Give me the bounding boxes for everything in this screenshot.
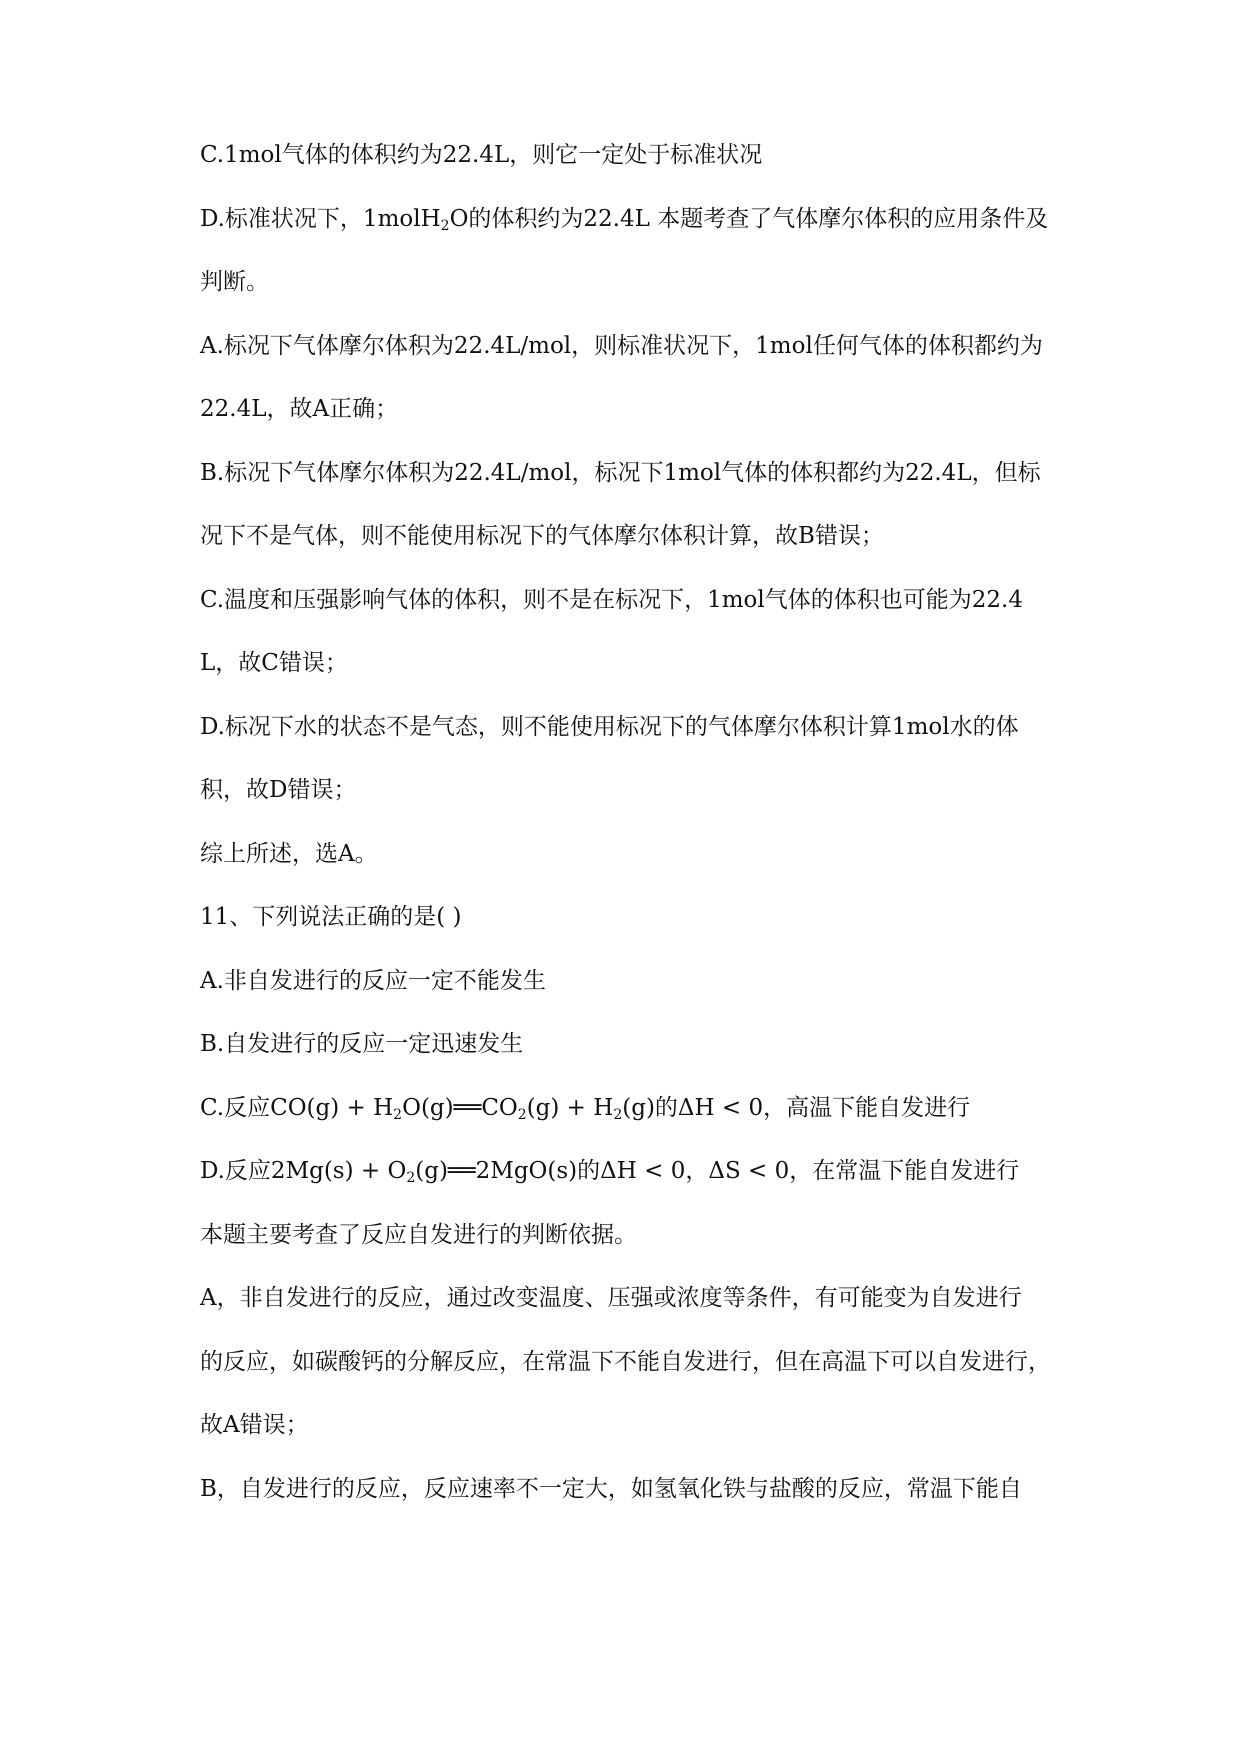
text-line: 本题主要考查了反应自发进行的判断依据。 <box>200 1221 637 1248</box>
option-c: C.反应$CO(g) + H_2O(g)══CO_2(g) + H_2(g)$的ΔH < 0，高温下能自发进行 <box>200 1094 971 1123</box>
text-line: 况下不是气体，则不能使用标况下的气体摩尔体积计算，故B错误； <box>200 523 884 549</box>
text-line: L，故C错误； <box>200 650 348 676</box>
text-line: B.标况下气体摩尔体积为22.4L/mol，标况下1mol气体的体积都约为22.4L，但标 <box>200 459 1041 486</box>
document-body <box>200 140 1100 1537</box>
text-line: C.温度和压强影响气体的体积，则不是在标况下，1mol气体的体积也可能为22.4 <box>200 586 1023 613</box>
option-d: D.反应$2Mg(s) + O_2(g)══2MgO(s)$的ΔH < 0，ΔS < 0，在常温下能自发进行 <box>200 1158 1020 1186</box>
text-line: C.1mol气体的体积约为22.4L，则它一定处于标准状况 <box>200 142 763 168</box>
text-line: D.标况下水的状态不是气态，则不能使用标况下的气体摩尔体积计算1mol水的体 <box>200 713 1019 740</box>
text-line: 故A错误； <box>200 1412 309 1438</box>
text-line: B，自发进行的反应，反应速率不一定大，如氢氧化铁与盐酸的反应，常温下能自 <box>200 1475 1022 1502</box>
text-line: D.标准状况下，1molH$_2$O的体积约为22.4L 本题考查了气体摩尔体积的应用条件及 <box>200 205 1049 234</box>
question-title: 11、下列说法正确的是( ) <box>200 904 462 930</box>
text-line: A.标况下气体摩尔体积为22.4L/mol，则标准状况下，1mol任何气体的体积都约为 <box>200 332 1043 359</box>
text-line: 22.4L，故A正确； <box>200 396 399 422</box>
text-line: A，非自发进行的反应，通过改变温度、压强或浓度等条件，有可能变为自发进行 <box>200 1285 1022 1311</box>
option-a: A.非自发进行的反应一定不能发生 <box>200 967 546 994</box>
text-line: 积，故D错误； <box>200 777 357 803</box>
option-b: B.自发进行的反应一定迅速发生 <box>200 1031 524 1057</box>
text-line: 的反应，如碳酸钙的分解反应，在常温下不能自发进行，但在高温下可以自发进行， <box>200 1348 1051 1375</box>
text-line: 综上所述，选A。 <box>200 840 378 867</box>
text-line: 判断。 <box>200 269 269 295</box>
